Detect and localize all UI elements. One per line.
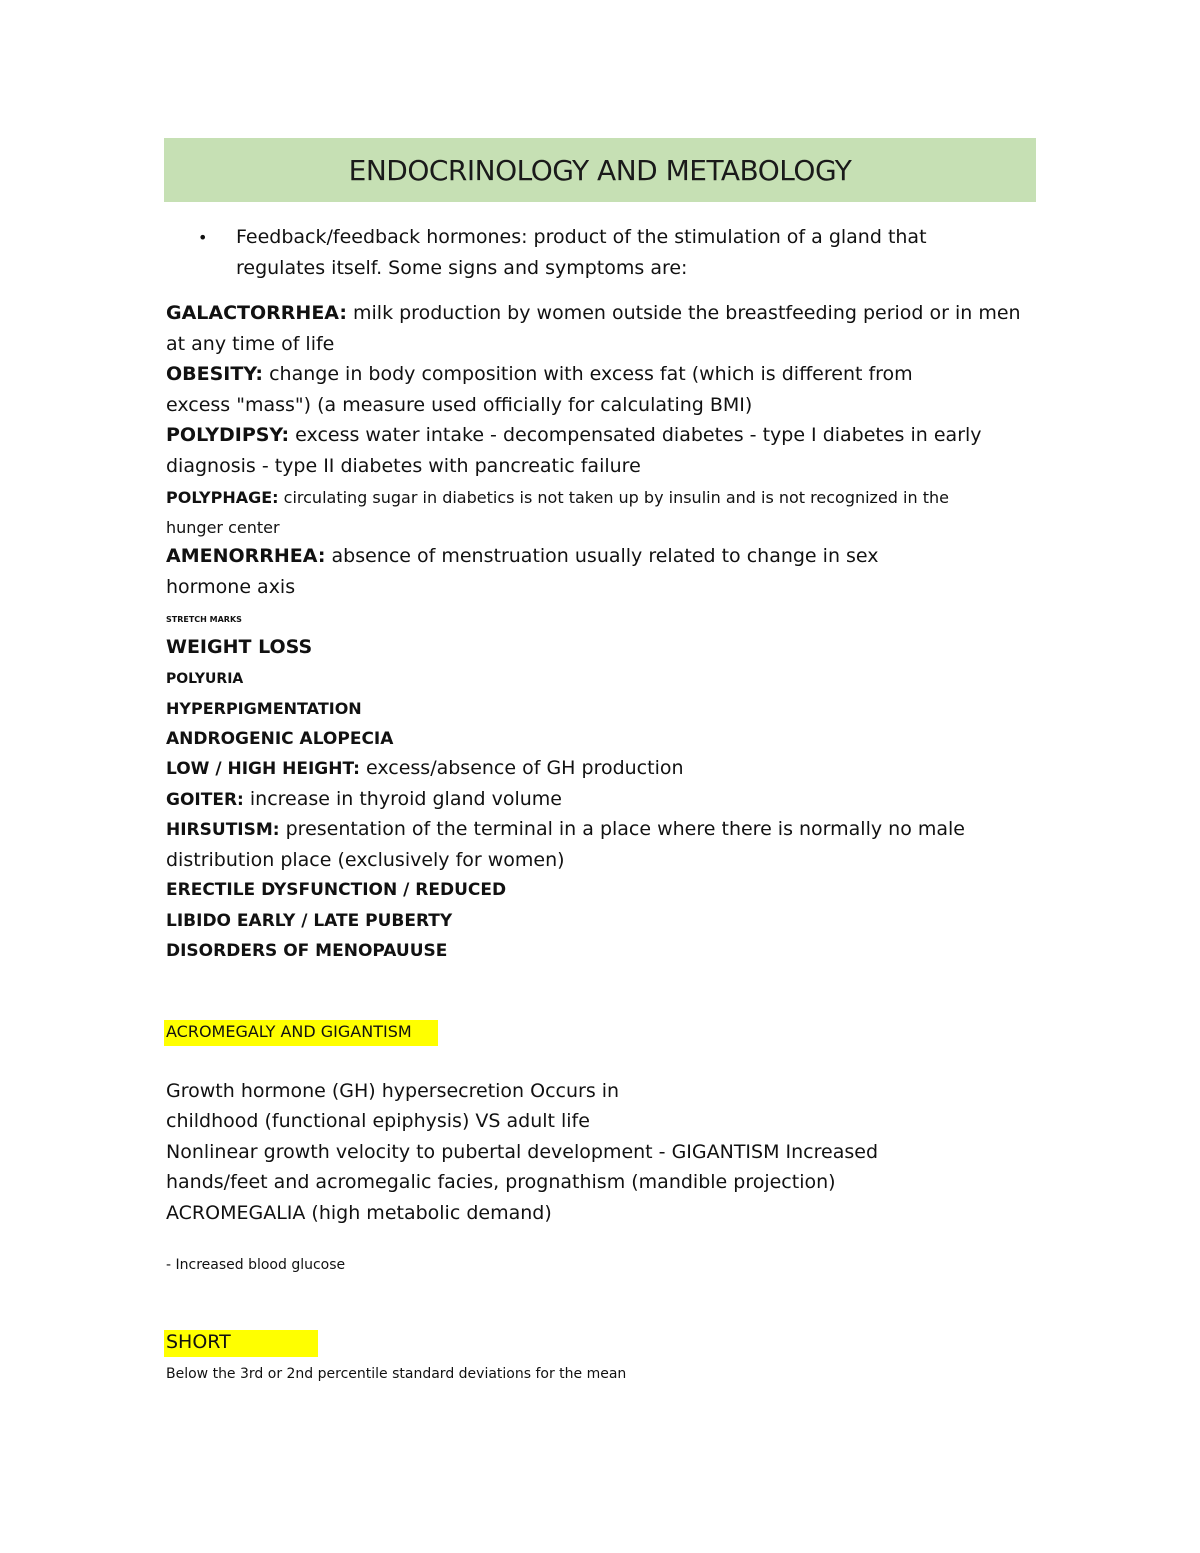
sign-term: AMENORRHEA:	[166, 545, 326, 567]
sign-polydipsy	[166, 424, 982, 446]
sign-obesity	[166, 363, 913, 385]
sign-desc: absence of menstruation usually related to change in sex	[325, 545, 879, 567]
sign-desc: excess water intake - decompensated diabetes - type I diabetes in early	[289, 424, 982, 446]
sign-weight-loss: WEIGHT LOSS	[166, 636, 313, 658]
sign-desc: excess/absence of GH production	[359, 757, 684, 779]
sign-term: GALACTORRHEA:	[166, 302, 347, 324]
sign-obesity-cont: excess "mass") (a measure used officially for calculating BMI)	[166, 394, 753, 416]
sign-term: POLYPHAGE:	[166, 488, 279, 507]
sign-polyphage	[166, 488, 949, 507]
sign-menopause: DISORDERS OF MENOPAUUSE	[166, 941, 448, 961]
intro-text	[236, 222, 996, 284]
short-highlight	[164, 1330, 318, 1357]
sign-term: POLYDIPSY:	[166, 424, 290, 446]
sign-hirsutism	[166, 818, 965, 840]
sign-desc: circulating sugar in diabetics is not taken up by insulin and is not recognized in the	[278, 488, 949, 507]
bullet-icon: •	[198, 228, 208, 247]
sign-desc: presentation of the terminal in a place where there is normally no male	[279, 818, 965, 840]
acromegaly-heading: ACROMEGALY AND GIGANTISM	[166, 1022, 412, 1041]
intro-line-1: Feedback/feedback hormones: product of the stimulation of a gland that	[236, 226, 927, 248]
page-title: ENDOCRINOLOGY AND METABOLOGY	[348, 153, 852, 187]
sign-term: GOITER:	[166, 790, 244, 810]
sign-amenorrhea	[166, 545, 879, 567]
sign-androgenic-alopecia: ANDROGENIC ALOPECIA	[166, 729, 394, 749]
acromegaly-line-5: ACROMEGALIA (high metabolic demand)	[166, 1202, 552, 1224]
sign-desc: change in body composition with excess fat (which is different from	[263, 363, 913, 385]
sign-galactorrhea-cont: at any time of life	[166, 333, 335, 355]
acromegaly-note: - Increased blood glucose	[166, 1257, 346, 1273]
sign-term: LOW / HIGH HEIGHT:	[166, 759, 360, 779]
sign-libido: LIBIDO EARLY / LATE PUBERTY	[166, 911, 453, 931]
sign-amenorrhea-cont: hormone axis	[166, 576, 296, 598]
sign-hirsutism-cont: distribution place (exclusively for women)	[166, 849, 565, 871]
sign-goiter	[166, 788, 562, 810]
sign-desc: milk production by women outside the breastfeeding period or in men	[346, 302, 1021, 324]
sign-galactorrhea	[166, 302, 1021, 324]
sign-hyperpigmentation: HYPERPIGMENTATION	[166, 699, 362, 718]
sign-erectile: ERECTILE DYSFUNCTION / REDUCED	[166, 880, 507, 900]
acromegaly-line-1: Growth hormone (GH) hypersecretion Occurs in	[166, 1080, 620, 1102]
short-heading: SHORT	[166, 1331, 231, 1353]
acromegaly-line-4: hands/feet and acromegalic facies, prognathism (mandible projection)	[166, 1171, 836, 1193]
acromegaly-line-2: childhood (functional epiphysis) VS adult life	[166, 1110, 590, 1132]
sign-polyphage-cont: hunger center	[166, 518, 280, 537]
acromegaly-line-3: Nonlinear growth velocity to pubertal development - GIGANTISM Increased	[166, 1141, 878, 1163]
sign-term: OBESITY:	[166, 363, 264, 385]
title-band	[164, 138, 1036, 202]
short-text: Below the 3rd or 2nd percentile standard deviations for the mean	[166, 1366, 627, 1382]
sign-desc: increase in thyroid gland volume	[243, 788, 562, 810]
acromegaly-highlight	[164, 1020, 438, 1046]
sign-polyuria: POLYURIA	[166, 671, 244, 687]
sign-term: HIRSUTISM:	[166, 820, 280, 840]
intro-line-2: regulates itself. Some signs and symptoms are:	[236, 257, 688, 279]
sign-height	[166, 757, 684, 779]
sign-polydipsy-cont: diagnosis - type II diabetes with pancreatic failure	[166, 455, 641, 477]
sign-stretch-marks: STRETCH MARKS	[166, 615, 242, 624]
